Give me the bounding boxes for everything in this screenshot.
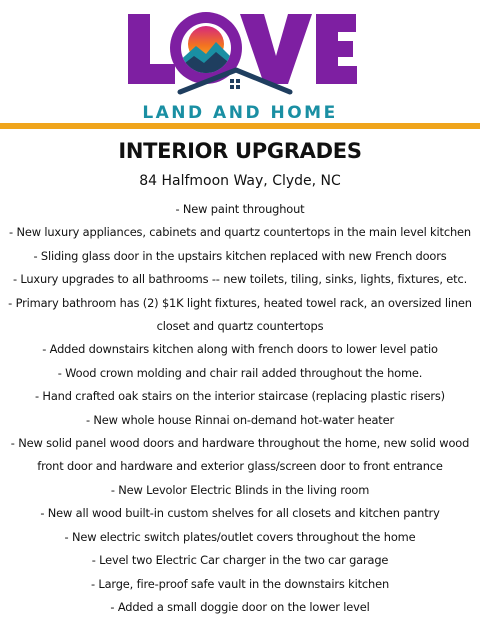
list-item: - Level two Electric Car charger in the two car garage bbox=[91, 553, 389, 568]
list-item: - New whole house Rinnai on-demand hot-water heater bbox=[86, 412, 394, 427]
list-item: - New all wood built-in custom shelves for all closets and kitchen pantry bbox=[40, 506, 440, 521]
document-title: INTERIOR UPGRADES bbox=[118, 139, 362, 163]
list-item: - New paint throughout bbox=[175, 202, 305, 216]
accent-divider bbox=[0, 123, 480, 129]
list-item: - New electric switch plates/outlet covers throughout the home bbox=[64, 529, 416, 544]
list-item: - Added downstairs kitchen along with french doors to lower level patio bbox=[42, 342, 438, 357]
list-item: - New luxury appliances, cabinets and quartz countertops in the main level kitchen bbox=[9, 225, 471, 240]
list-item: - Added a small doggie door on the lower level bbox=[110, 599, 370, 614]
list-item: - Hand crafted oak stairs on the interior staircase (replacing plastic risers) bbox=[35, 389, 445, 404]
list-item: - Large, fire-proof safe vault in the downstairs kitchen bbox=[90, 576, 390, 591]
list-item: - Primary bathroom has (2) $1K light fixtures, heated towel rack, an oversized linen closet and quartz countertops bbox=[8, 295, 472, 334]
logo-letter-e bbox=[316, 14, 357, 84]
list-item: - Luxury upgrades to all bathrooms -- new toilets, tiling, sinks, lights, fixtures, etc. bbox=[12, 272, 468, 287]
house-window-icon bbox=[230, 79, 240, 89]
upgrades-list bbox=[4, 198, 476, 619]
list-item: - Sliding glass door in the upstairs kitchen replaced with new French doors bbox=[33, 248, 447, 263]
logo-tagline: LAND AND HOME bbox=[142, 103, 338, 123]
love-land-and-home-logo bbox=[0, 0, 480, 124]
property-address: 84 Halfmoon Way, Clyde, NC bbox=[139, 173, 341, 189]
logo-letter-l bbox=[128, 14, 175, 84]
list-item: - New solid panel wood doors and hardware throughout the home, new solid wood front door and hardware and exterior glass/screen door to front entrance bbox=[10, 436, 470, 474]
list-item: - New Levolor Electric Blinds in the living room bbox=[110, 482, 370, 497]
list-item: - Wood crown molding and chair rail added throughout the home. bbox=[57, 365, 423, 380]
